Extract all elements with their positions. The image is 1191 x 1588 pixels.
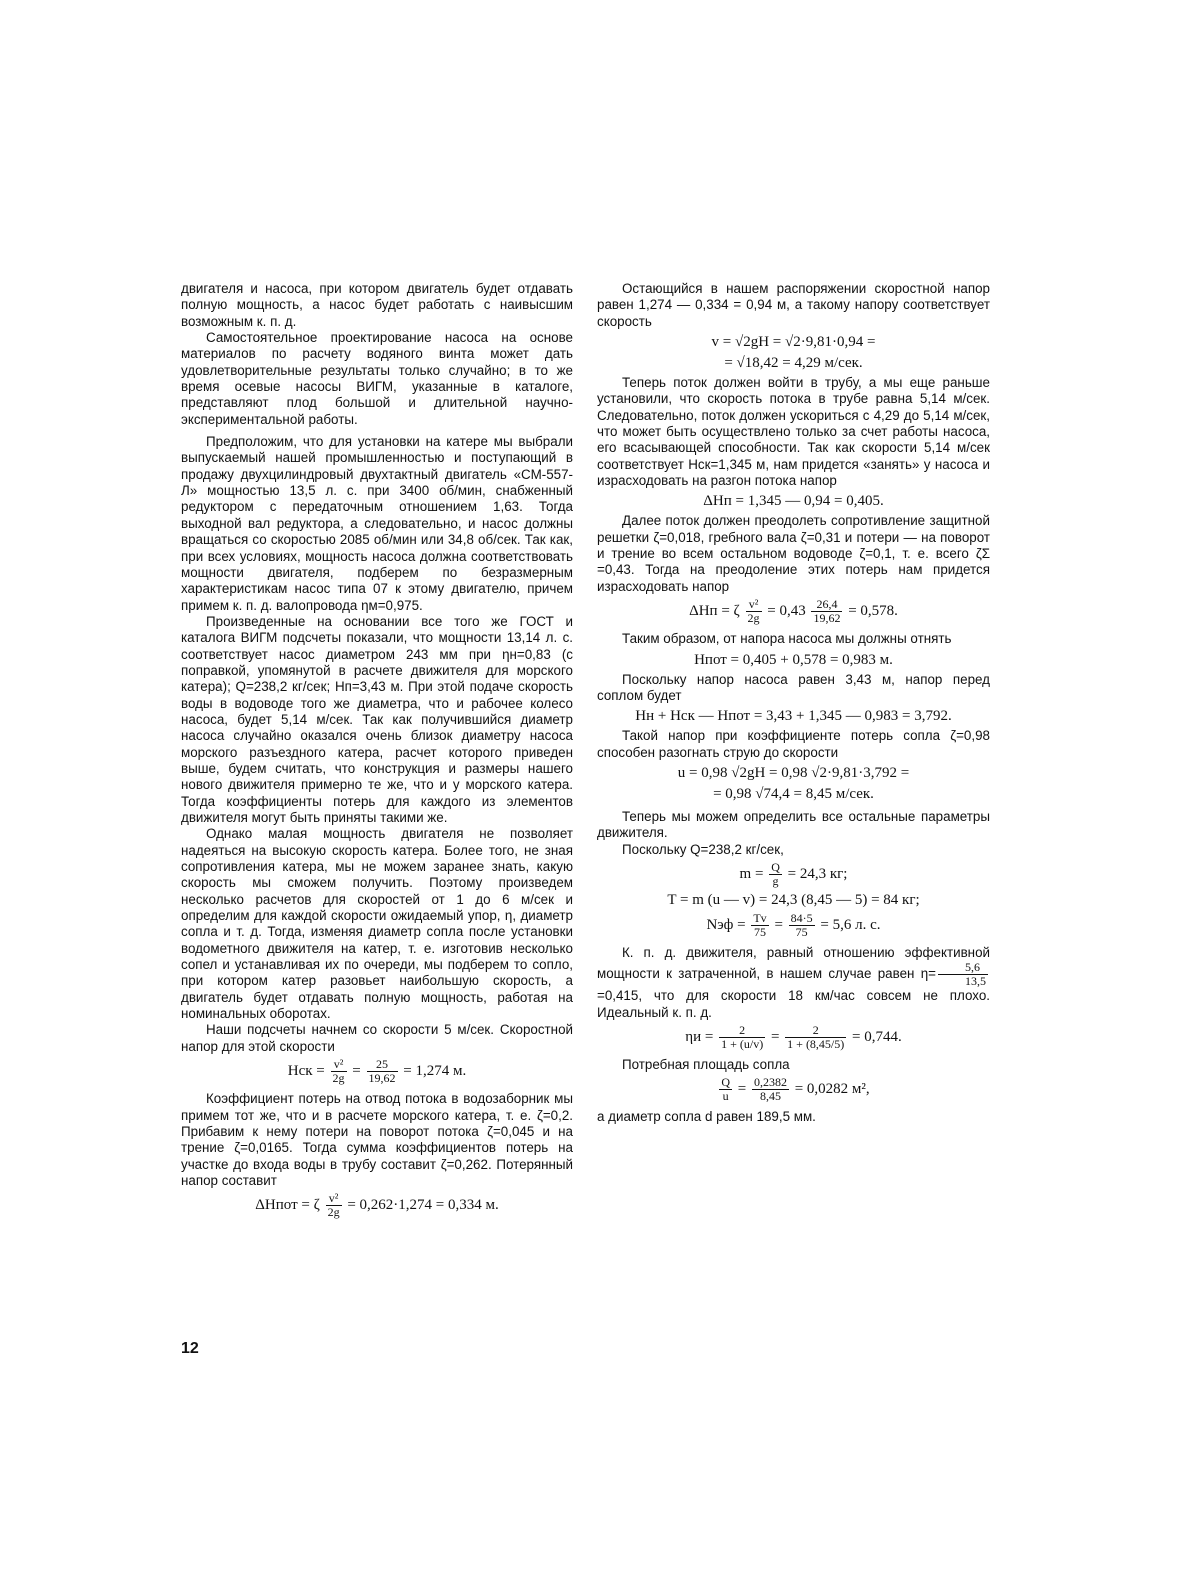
paragraph: а диаметр сопла d равен 189,5 мм. — [597, 1109, 816, 1125]
equation-thrust: T = m (u — v) = 24,3 (8,45 — 5) = 84 кг; — [667, 891, 920, 908]
paragraph: Поскольку Q=238,2 кг/сек, — [622, 841, 784, 857]
fraction-den: 8,45 — [759, 1089, 781, 1104]
fraction-den: 75 — [795, 924, 808, 939]
fraction — [752, 1076, 789, 1103]
eq-lhs: ηи = — [685, 1028, 714, 1045]
fraction-num: Tv — [753, 910, 767, 925]
fraction-den: u — [722, 1089, 729, 1104]
fraction-den: g — [772, 873, 779, 888]
fraction-num: 2 — [785, 1024, 846, 1038]
eq-lhs: Hск = — [287, 1063, 325, 1080]
equation-velocity-result: = √18,42 = 4,29 м/сек. — [724, 355, 863, 372]
fraction-den: 2g — [327, 1205, 340, 1220]
eq-lhs: ΔHпот = ζ — [255, 1197, 320, 1214]
fraction-num: Q — [771, 859, 780, 874]
fraction-num: v² — [326, 1192, 342, 1206]
paragraph: Предположим, что для установки на катере мы выбрали выпускаемый нашей промышленностью и поступающий в продажу двухцилиндровый двухтактный двигатель «СМ-557-Л» мощностью 13,5 л. с. при 3400 об/мин, снабженный редуктором с передаточным отношением 1,63. Тогда выходной вал редуктора, а следовательно, и насос должны вращаться со скоростью 2085 об/мин или 34,8 об/сек. Так как, при всех условиях, мощность насоса должна соответствовать мощности двигателя, подберем по безразмерным характеристикам насос типа 07 к этому двигателю, причем примем к. п. д. валопровода ηм=0,975. — [181, 434, 573, 613]
fraction-num: v² — [331, 1058, 347, 1072]
eq-lhs: Nэф = — [706, 916, 746, 933]
fraction-den: 75 — [754, 924, 767, 939]
paragraph: Такой напор при коэффициенте потерь сопла ζ=0,98 способен разогнать струю до скорости — [597, 728, 990, 760]
equation-velocity: v = √2gH = √2·9,81·0,94 = — [711, 334, 876, 351]
paragraph: Теперь поток должен войти в трубу, а мы еще раньше установили, что скорость потока в трубе равна 5,14 м/сек. Следовательно, поток должен ускориться с 4,29 до 5,14 м/сек, что может быть осуществлено только за счет работы насоса, его всасывающей способности. Так как скорости 5,14 м/сек соответствует Hск=1,345 м, нам придется «занять» у насоса и израсходовать на разгон потока напор — [597, 375, 990, 489]
paragraph: Самостоятельное проектирование насоса на основе материалов по расчету водяного винта может дать удовлетворительные результаты только случайно; в то же время осевые насосы ВИГМ, указанные в каталоге, представляют плод большой и длительной научно-экспериментальной работы. — [181, 330, 573, 427]
fraction — [326, 1192, 342, 1219]
fraction — [769, 861, 782, 888]
fraction-den: 2g — [747, 611, 760, 626]
equation-jet-velocity: u = 0,98 √2gH = 0,98 √2·9,81·3,792 = — [677, 764, 910, 781]
fraction-den: 19,62 — [368, 1071, 396, 1086]
fraction-den: 2g — [332, 1071, 345, 1086]
fraction-den: 1 + (8,45/5) — [787, 1036, 845, 1051]
page-number: 12 — [181, 1340, 199, 1357]
eq-rhs: = 0,578. — [848, 603, 898, 620]
fraction-num: v² — [746, 598, 762, 612]
eq-lhs: ΔHп = ζ — [689, 603, 740, 620]
equation-loss-head — [597, 598, 990, 625]
equation-nozzle-area: $\frac{Q}{u}$ = $\frac{0,2382}{8,45}$ = 0,0282 м², — [721, 1075, 870, 1104]
text-run: К. п. д. движителя, равный отношению эффективной мощности к затраченной, в нашем случае равен η= — [597, 944, 990, 982]
text-run: =0,415, что для скорости 18 км/час совсем не плохо. Идеальный к. п. д. — [597, 988, 990, 1020]
fraction — [719, 1076, 732, 1103]
equation-head-loss — [181, 1192, 573, 1219]
left-column — [181, 281, 573, 1222]
paragraph — [597, 945, 990, 1021]
eq-rhs: = 1,274 м. — [403, 1063, 467, 1080]
fraction-num: 2 — [719, 1024, 765, 1038]
fraction-den: 13,5 — [965, 974, 986, 989]
equation-ideal-efficiency: ηи = $\frac{2}{1 + (u/v)}$ = $\frac{2}{1 + (8,45/5)}$ = 0,744. — [685, 1022, 902, 1051]
fraction — [785, 1024, 846, 1051]
paragraph: Потребная площадь сопла — [622, 1056, 790, 1072]
equation-acceleration-head: ΔHп = 1,345 — 0,94 = 0,405. — [703, 493, 884, 510]
paragraph: Далее поток должен преодолеть сопротивление защитной решетки ζ=0,018, гребного вала ζ=0,31 и потери — на поворот и трение во всем остальном водоводе ζ=0,1, т. е. всего ζΣ =0,43. Тогда на преодоление этих потерь нам придется израсходовать напор — [597, 513, 990, 594]
fraction — [367, 1058, 398, 1085]
equation-total-loss: Hпот = 0,405 + 0,578 = 0,983 м. — [694, 651, 893, 668]
eq-rhs: = 0,0282 м², — [794, 1081, 870, 1098]
right-column — [597, 281, 990, 1126]
fraction-num: 25 — [367, 1058, 398, 1072]
paragraph: Наши подсчеты начнем со скорости 5 м/сек. Скоростной напор для этой скорости — [181, 1022, 573, 1054]
eq-rhs: = 24,3 кг; — [787, 865, 848, 882]
fraction — [751, 912, 768, 939]
fraction-num: 84·5 — [790, 910, 813, 925]
fraction — [719, 1024, 765, 1051]
paragraph: Поскольку напор насоса равен 3,43 м, напор перед соплом будет — [597, 671, 990, 703]
eq-rhs: = 0,262·1,274 = 0,334 м. — [347, 1197, 499, 1214]
eq-mid: = 0,43 — [767, 603, 806, 620]
fraction-num: 26,4 — [811, 598, 842, 612]
fraction-den: 1 + (u/v) — [721, 1036, 764, 1051]
equation-jet-velocity-result: = 0,98 √74,4 = 8,45 м/сек. — [713, 785, 874, 802]
fraction — [331, 1058, 347, 1085]
paragraph: Однако малая мощность двигателя не позволяет надеяться на высокую скорость катера. Более того, не зная сопротивления катера, мы не можем заранее знать, какую скорость мы сможем получить. Поэтому произведем несколько расчетов для скоростей от 1 до 6 м/сек и определим для каждой скорости ожидаемый упор, η, диаметр сопла и т. д. Тогда, изменяя диаметр сопла после установки водометного движителя на катер, т. е. изготовив несколько сопел и устанавливая их по очереди, мы подберем то сопло, при котором катер разовьет наибольшую скорость, а двигатель будет отдавать полную мощность, работая на номинальных оборотах. — [181, 826, 573, 1022]
paragraph: Таким образом, от напора насоса мы должны отнять — [622, 631, 952, 647]
paragraph: Остающийся в нашем распоряжении скоростной напор равен 1,274 — 0,334 = 0,94 м, а такому напору соответствует скорость — [597, 281, 990, 329]
fraction — [938, 961, 988, 988]
equation-velocity-head: Hск = $\frac{\text{v²}}{2g}$ = $\frac{25}{19,62}$ = 1,274 м. — [287, 1057, 467, 1086]
fraction — [811, 598, 842, 625]
paragraph: Теперь мы можем определить все остальные параметры движителя. — [597, 808, 990, 841]
fraction-num: 5,6 — [938, 961, 988, 975]
equation-nozzle-head: Hн + Hск — Hпот = 3,43 + 1,345 — 0,983 = 3,792. — [635, 708, 952, 725]
fraction — [746, 598, 762, 625]
inline-fraction-wrap — [936, 960, 990, 989]
eq-rhs: = 0,744. — [852, 1028, 902, 1045]
equation-mass-flow — [597, 861, 990, 888]
fraction-den: 19,62 — [813, 611, 841, 626]
fraction-num: 0,2382 — [753, 1075, 787, 1090]
eq-rhs: = 5,6 л. с. — [820, 916, 881, 933]
paragraph: Коэффициент потерь на отвод потока в водозаборник мы примем тот же, что и в расчете морского катера, т. е. ζ=0,2. Прибавим к нему потери на поворот потока ζ=0,045 и на трение ζ=0,0165. Тогда сумма коэффициентов потерь на участке до входа воды в трубу составит ζ=0,262. Потерянный напор составит — [181, 1091, 573, 1188]
paragraph: Произведенные на основании все того же ГОСТ и каталога ВИГМ подсчеты показали, что мощности 13,14 л. с. соответствует насос диаметром 243 мм при ηн=0,83 (с поправкой, упомянутой в расчете движителя для морского катера); Q=238,2 кг/сек; Hп=3,43 м. При этой подаче скорость воды в водоводе того же диаметра, что и рабочее колесо насоса, будет 5,14 м/сек. Так как получившийся диаметр насоса случайно оказался очень близок диаметру насоса морского разъездного катера, расчет которого приведен выше, будем считать, что конструкция и размеры нашего нового движителя примерно те же, что и у морского катера. Тогда коэффициенты потерь для каждого из элементов движителя могут быть приняты такими же. — [181, 613, 573, 825]
eq-lhs: m = — [739, 865, 764, 882]
paragraph: двигателя и насоса, при котором двигатель будет отдавать полную мощность, а насос будет работать с наивысшим возможным к. п. д. — [181, 281, 573, 329]
fraction-num: Q — [721, 1075, 730, 1090]
fraction — [789, 912, 815, 939]
equation-effective-power: Nэф = $\frac{Tv}{75}$ = $\frac{84\cdot 5}{75}$ = 5,6 л. с. — [706, 910, 881, 939]
